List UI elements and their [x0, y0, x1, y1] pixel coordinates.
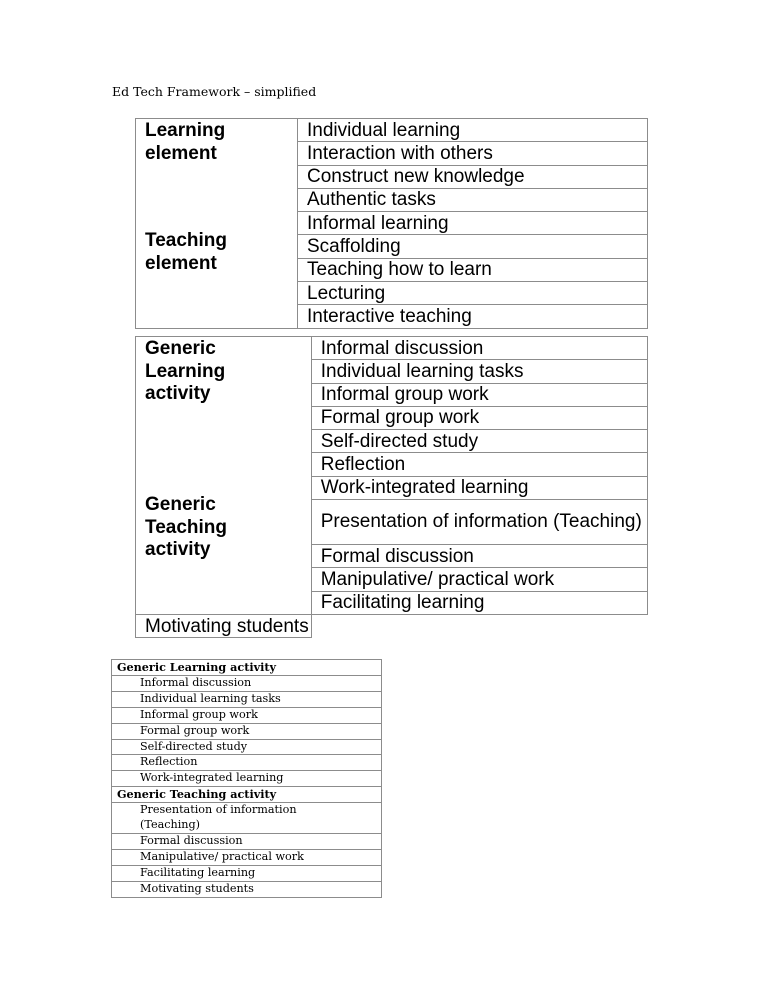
list-item: Manipulative/ practical work	[112, 849, 382, 865]
list-item: Interaction with others	[298, 142, 648, 165]
table-row	[112, 833, 382, 849]
list-item: Informal learning	[298, 212, 648, 235]
list-item: Motivating students	[136, 614, 312, 637]
list-item: Lecturing	[298, 282, 648, 305]
list-item: Formal discussion	[311, 545, 647, 568]
teaching-element-label: Teaching element	[145, 230, 227, 274]
table-row	[112, 691, 382, 707]
table-row	[112, 881, 382, 897]
compact-activities-table	[111, 659, 382, 898]
table-row	[112, 818, 382, 833]
list-item: Informal group work	[112, 707, 382, 723]
table-row	[112, 723, 382, 739]
teaching-header: Generic Teaching activity	[112, 787, 382, 803]
table-row	[112, 660, 382, 676]
table-row	[112, 675, 382, 691]
activities-table	[135, 336, 648, 638]
list-item: Authentic tasks	[298, 188, 648, 211]
list-item: Reflection	[112, 755, 382, 771]
list-item: Teaching how to learn	[298, 258, 648, 281]
activities-label-cell	[136, 337, 312, 615]
generic-learning-activity-label: Generic Learning activity	[145, 338, 226, 404]
list-item: Reflection	[311, 453, 647, 476]
list-item: Manipulative/ practical work	[311, 568, 647, 591]
table-row	[112, 771, 382, 787]
list-item: Individual learning tasks	[112, 691, 382, 707]
table-row	[112, 865, 382, 881]
list-item: Motivating students	[112, 881, 382, 897]
table-row	[136, 337, 648, 360]
list-item: Construct new knowledge	[298, 165, 648, 188]
table-row	[136, 614, 648, 637]
list-item: Presentation of information	[112, 803, 382, 818]
table-row	[112, 803, 382, 818]
list-item: Self-directed study	[112, 739, 382, 755]
table-row	[136, 119, 648, 142]
list-item: Work-integrated learning	[112, 771, 382, 787]
elements-table	[135, 118, 648, 329]
document-title: Ed Tech Framework – simplified	[112, 84, 317, 99]
list-item: Work-integrated learning	[311, 476, 647, 499]
list-item: Informal group work	[311, 383, 647, 406]
list-item: Informal discussion	[311, 337, 647, 360]
list-item: Presentation of information (Teaching)	[311, 500, 647, 545]
list-item: Formal group work	[112, 723, 382, 739]
list-item: Facilitating learning	[311, 591, 647, 614]
list-item: Individual learning tasks	[311, 360, 647, 383]
list-item: (Teaching)	[112, 818, 382, 833]
list-item: Individual learning	[298, 119, 648, 142]
elements-label-cell	[136, 119, 298, 329]
list-item: Informal discussion	[112, 675, 382, 691]
learning-header: Generic Learning activity	[112, 660, 382, 676]
list-item: Self-directed study	[311, 430, 647, 453]
table-row	[112, 849, 382, 865]
table-row	[112, 707, 382, 723]
generic-teaching-activity-label: Generic Teaching activity	[145, 494, 227, 560]
list-item: Scaffolding	[298, 235, 648, 258]
list-item: Interactive teaching	[298, 305, 648, 328]
learning-element-label: Learning element	[145, 120, 226, 164]
table-row	[112, 755, 382, 771]
table-row	[112, 787, 382, 803]
list-item: Formal discussion	[112, 833, 382, 849]
list-item: Formal group work	[311, 406, 647, 429]
list-item: Facilitating learning	[112, 865, 382, 881]
table-row	[112, 739, 382, 755]
